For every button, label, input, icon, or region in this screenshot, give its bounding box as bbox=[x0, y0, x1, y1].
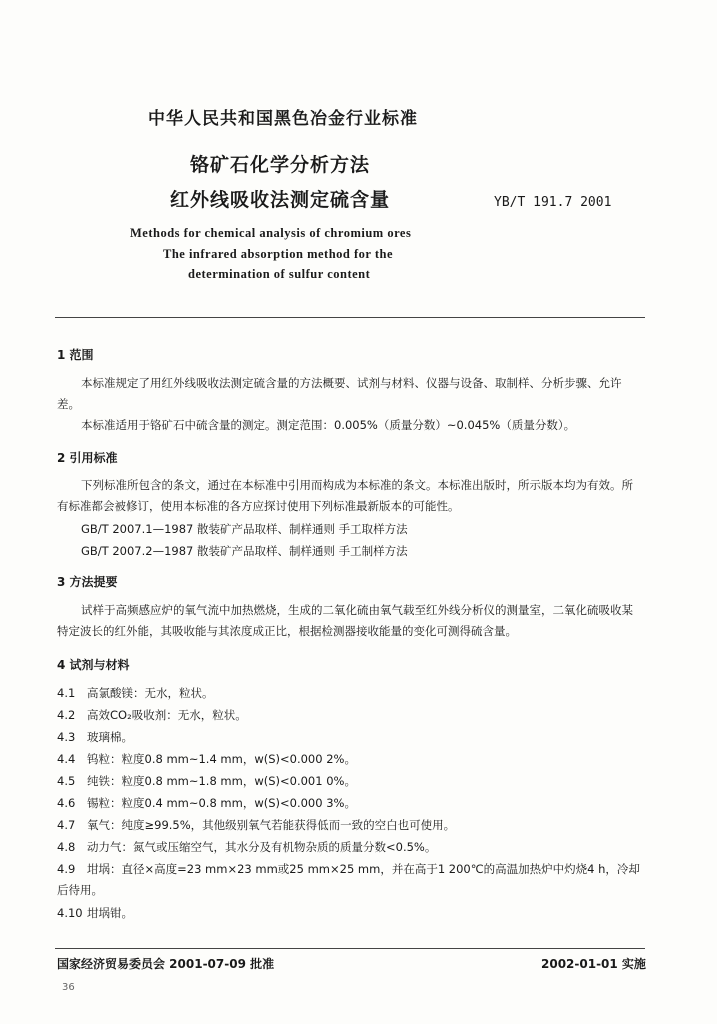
list-item bbox=[57, 837, 647, 858]
item-number: 4.10 bbox=[57, 906, 83, 920]
item-number: 4.3 bbox=[57, 730, 76, 744]
item-number: 4.4 bbox=[57, 752, 76, 766]
item-text: 高氯酸镁：无水，粒状。 bbox=[87, 686, 214, 700]
english-title-line1: Methods for chemical analysis of chromium ores bbox=[130, 226, 412, 240]
list-item bbox=[57, 815, 647, 836]
page-number: 36 bbox=[62, 982, 75, 993]
section-2-reference-1: GB/T 2007.1—1987 散装矿产品取样、制样通则 手工取样方法 bbox=[81, 522, 408, 536]
footer-divider bbox=[55, 948, 645, 949]
section-3-paragraph-1: 试样于高频感应炉的氧气流中加热燃烧，生成的二氧化硫由氧气载至红外线分析仪的测量室，二氧化硫吸收某特定波长的红外能，其吸收能与其浓度成正比，根据检测器接收能量的变化可测得硫含量。 bbox=[57, 603, 633, 638]
item-text: 氧气：纯度≥99.5%，其他级别氧气若能获得低而一致的空白也可使用。 bbox=[87, 818, 456, 832]
effective-date: 2002-01-01 实施 bbox=[541, 957, 646, 971]
english-title-line2: The infrared absorption method for the bbox=[163, 247, 393, 261]
list-item bbox=[57, 771, 647, 792]
section-2-heading: 2 引用标准 bbox=[57, 451, 118, 465]
item-number: 4.9 bbox=[57, 862, 76, 876]
item-number: 4.1 bbox=[57, 686, 76, 700]
item-text: 纯铁：粒度0.8 mm~1.8 mm，w(S)<0.001 0%。 bbox=[87, 774, 356, 788]
item-number: 4.8 bbox=[57, 840, 76, 854]
item-number: 4.5 bbox=[57, 774, 76, 788]
section-1-paragraph-1: 本标准规定了用红外线吸收法测定硫含量的方法概要、试剂与材料、仪器与设备、取制样、分析步骤、允许差。 bbox=[57, 376, 622, 411]
list-item bbox=[57, 793, 647, 814]
item-number: 4.6 bbox=[57, 796, 76, 810]
item-text: 锡粒：粒度0.4 mm~0.8 mm，w(S)<0.000 3%。 bbox=[87, 796, 356, 810]
section-1-paragraph-2: 本标准适用于铬矿石中硫含量的测定。测定范围：0.005%（质量分数）~0.045%（质量分数）。 bbox=[81, 418, 576, 432]
item-text: 玻璃棉。 bbox=[87, 730, 133, 744]
section-2-paragraph-1: 下列标准所包含的条文，通过在本标准中引用而构成为本标准的条文。本标准出版时，所示版本均为有效。所有标准都会被修订，使用本标准的各方应探讨使用下列标准最新版本的可能性。 bbox=[57, 478, 633, 513]
document-title-line1: 铬矿石化学分析方法 bbox=[190, 154, 371, 176]
english-title-line3: determination of sulfur content bbox=[188, 267, 371, 281]
section-2-reference-2: GB/T 2007.2—1987 散装矿产品取样、制样通则 手工制样方法 bbox=[81, 544, 408, 558]
item-text: 动力气：氮气或压缩空气，其水分及有机物杂质的质量分数<0.5%。 bbox=[87, 840, 437, 854]
list-item bbox=[57, 749, 647, 770]
item-text: 坩埚钳。 bbox=[87, 906, 133, 920]
section-3-heading: 3 方法提要 bbox=[57, 575, 118, 589]
list-item bbox=[57, 859, 647, 901]
list-item bbox=[57, 705, 647, 726]
standard-code: YB/T 191.7 2001 bbox=[494, 195, 612, 210]
item-number: 4.2 bbox=[57, 708, 76, 722]
issued-date: 国家经济贸易委员会 2001-07-09 批准 bbox=[57, 957, 275, 971]
document-title-line2: 红外线吸收法测定硫含量 bbox=[170, 189, 391, 211]
section-4-heading: 4 试剂与材料 bbox=[57, 658, 130, 672]
header-divider bbox=[55, 317, 645, 318]
list-item bbox=[57, 903, 647, 924]
item-text: 坩埚：直径×高度=23 mm×23 mm或25 mm×25 mm，并在高于1 200℃的高温加热炉中灼烧4 h，冷却后待用。 bbox=[57, 862, 640, 897]
list-item bbox=[57, 683, 647, 704]
list-item bbox=[57, 727, 647, 748]
item-text: 钨粒：粒度0.8 mm~1.4 mm，w(S)<0.000 2%。 bbox=[87, 752, 356, 766]
item-text: 高效CO₂吸收剂：无水，粒状。 bbox=[87, 708, 247, 722]
item-number: 4.7 bbox=[57, 818, 76, 832]
section-1-heading: 1 范围 bbox=[57, 348, 94, 362]
industry-standard-title: 中华人民共和国黑色冶金行业标准 bbox=[148, 109, 418, 129]
